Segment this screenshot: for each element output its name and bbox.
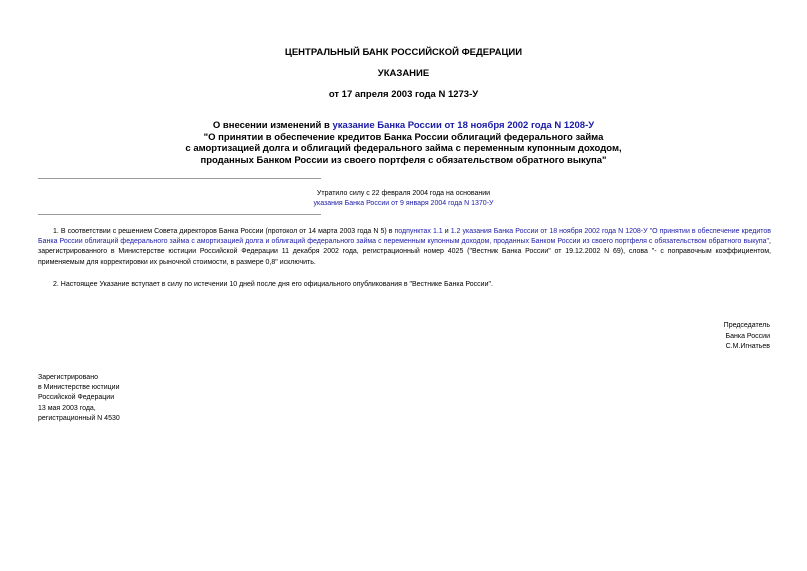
lapsed-notice [0,189,807,209]
document-date-number: от 17 апреля 2003 года N 1273-У [328,89,479,100]
lapsed-link[interactable]: указания Банка России от 9 января 2004 года N 1370-У [313,200,494,207]
bank-name: ЦЕНТРАЛЬНЫЙ БАНК РОССИЙСКОЙ ФЕДЕРАЦИИ [284,47,523,58]
lapsed-text: Утратило силу с 22 февраля 2004 года на основании [316,190,491,197]
signature-position: Председатель [723,322,770,329]
title-line-2: "О принятии в обеспечение кредитов Банка России облигаций федерального займа [203,131,604,143]
paragraph-1 [38,227,771,268]
paragraph-1-text-3: , зарегистрированного в Министерстве юстиции Российской Федерации 11 декабря 2002 года, регистрационный номер 4025 ("Вестник Банка России" от 19.12.2002 N 69), слова "- с поправочным коэффициентом, применяемым для корректировки их рыночной стоимости, в размере 0,8" исключить. [38,238,771,266]
registration-line-2: в Министерстве юстиции [38,384,120,392]
title-link[interactable]: указание Банка России от 18 ноября 2002 года N 1208-У [332,120,595,131]
title-line-3: с амортизацией долга и облигаций федерального займа с переменным купонным доходом, [185,143,622,154]
registration-line-4: 13 мая 2003 года, [38,404,96,412]
divider-bottom [38,214,321,215]
registration-line-1: Зарегистрировано [38,374,98,381]
paragraph-1-link-1[interactable]: подпунктах 1.1 [394,228,443,235]
document-title [0,120,807,166]
paragraph-1-link-2[interactable]: 1.2 указания Банка России от 18 ноября 2002 года N 1208-У "О принятии в обеспечение кредитов Банка России облигаций федерального займа с амортизацией долга и облигаций федерального займа с переменным купонным доходом, проданных Банком России из своего портфеля с обязательством обратного выкупа" [38,228,772,246]
signature-organization: Банка России [725,332,770,340]
divider-top [38,178,321,179]
signature-name: С.М.Игнатьев [725,343,770,350]
document-type: УКАЗАНИЕ [377,68,430,79]
paragraph-2: 2. Настоящее Указание вступает в силу по истечении 10 дней после дня его официального опубликования в "Вестнике Банка России". [53,281,493,288]
title-line-4: проданных Банком России из своего портфеля с обязательством обратного выкупа" [200,154,607,166]
registration-line-5: регистрационный N 4530 [38,414,120,422]
signature-block [700,321,770,353]
title-prefix: О внесении изменений в [212,120,333,131]
paragraph-1-text-1: 1. В соответствии с решением Совета директоров Банка России (протокол от 14 марта 2003 года N 5) в [53,228,395,235]
registration-line-3: Российской Федерации [38,394,115,402]
paragraph-1-text-2: и [442,228,451,235]
registration-block [38,373,120,424]
